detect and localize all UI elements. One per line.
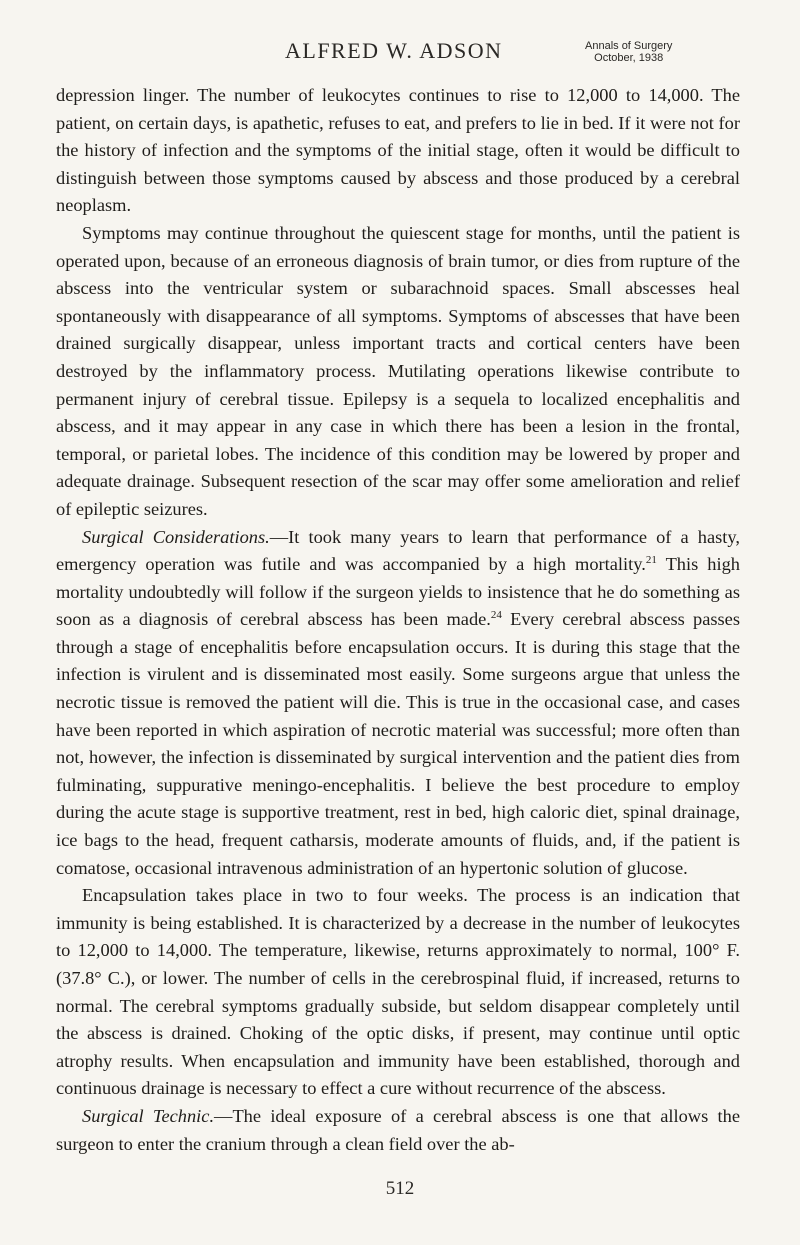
paragraph-text: Every cerebral abscess passes through a stage of encephalitis before encapsulation occurs. It is during this stage that the infection is virulent and is disseminated most easily. Some surgeons argue that unless the necrotic tissue is removed the patient will die. This is true in the occasional case, and cases have been reported in which aspiration of necrotic material was successful; more often than not, however, the infection is disseminated by surgical intervention and the patient dies from fulminating, suppurative meningo-encephalitis. I believe the best procedure to employ during the acute stage is supportive treatment, rest in bed, high caloric diet, spinal drainage, ice bags to the head, frequent catharsis, moderate amounts of fluids, and, if the patient is comatose, occasional intravenous administration of an hypertonic solution of glucose. <box>56 609 740 878</box>
reference-marker: 24 <box>490 609 502 622</box>
running-header <box>0 38 800 78</box>
article-body <box>56 82 740 1158</box>
paragraph-continued: depression linger. The number of leukocytes continues to rise to 12,000 to 14,000. The patient, on certain days, is apathetic, refuses to eat, and prefers to lie in bed. If it were not for the history of infection and the symptoms of the initial stage, often it would be difficult to distinguish between those symptoms caused by abscess and those produced by a cerebral neoplasm. <box>56 85 740 216</box>
page-number: 512 <box>385 1178 415 1199</box>
journal-name: Annals of Surgery <box>585 40 673 52</box>
paragraph-symptoms-quiescent-stage: Symptoms may continue throughout the quiescent stage for months, until the patient is operated upon, because of an erroneous diagnosis of brain tumor, or dies from rupture of the abscess into the ventricular system or subarachnoid spaces. Small abscesses heal spontaneously with disappearance of all symptoms. Symptoms of abscesses that have been drained surgically disappear, unless important tracts and cortical centers have been destroyed by the inflammatory process. Mutilating operations likewise contribute to permanent injury of cerebral tissue. Epilepsy is a sequela to localized encephalitis and abscess, and it may appear in any case in which there has been a lesion in the frontal, temporal, or parietal lobes. The incidence of this condition may be lowered by proper and adequate drainage. Subsequent resection of the scar may offer some amelioration and relief of epileptic seizures. <box>56 222 740 519</box>
paragraph-text: —The ideal exposure of a cerebral abscess is one that allows the surgeon to enter the cranium through a clean field over the ab- <box>56 1105 740 1154</box>
paragraph-surgical-considerations <box>56 524 740 883</box>
paragraph-encapsulation: Encapsulation takes place in two to four weeks. The process is an indication that immunity is being established. It is characterized by a decrease in the number of leukocytes to 12,000 to 14,000. The temperature, likewise, returns approximately to normal, 100° F. (37.8° C.), or lower. The number of cells in the cerebrospinal fluid, if increased, returns to normal. The cerebral symptoms gradually subside, but seldom disappear completely until the abscess is drained. Choking of the optic disks, if present, may continue until optic atrophy results. When encapsulation and immunity have been established, thorough and continuous drainage is necessary to effect a cure without recurrence of the abscess. <box>56 885 740 1099</box>
running-head-journal <box>585 40 672 64</box>
reference-marker: 21 <box>645 553 657 566</box>
paragraph-text: —It took many years to learn that performance of a hasty, emergency operation was futile and was accompanied by a high mortality. <box>56 526 741 575</box>
section-heading-surgical-technic: Surgical Technic. <box>82 1105 215 1126</box>
section-heading-surgical-considerations: Surgical Considerations. <box>82 526 270 547</box>
paragraph-text: This high mortality undoubtedly will follow if the surgeon yields to insistence that he do something as soon as a diagnosis of cerebral abscess has been made. <box>56 554 741 630</box>
running-head-author: ALFRED W. ADSON <box>285 38 503 63</box>
journal-issue-date: October, 1938 <box>594 52 664 64</box>
paragraph-surgical-technic <box>56 1103 740 1158</box>
